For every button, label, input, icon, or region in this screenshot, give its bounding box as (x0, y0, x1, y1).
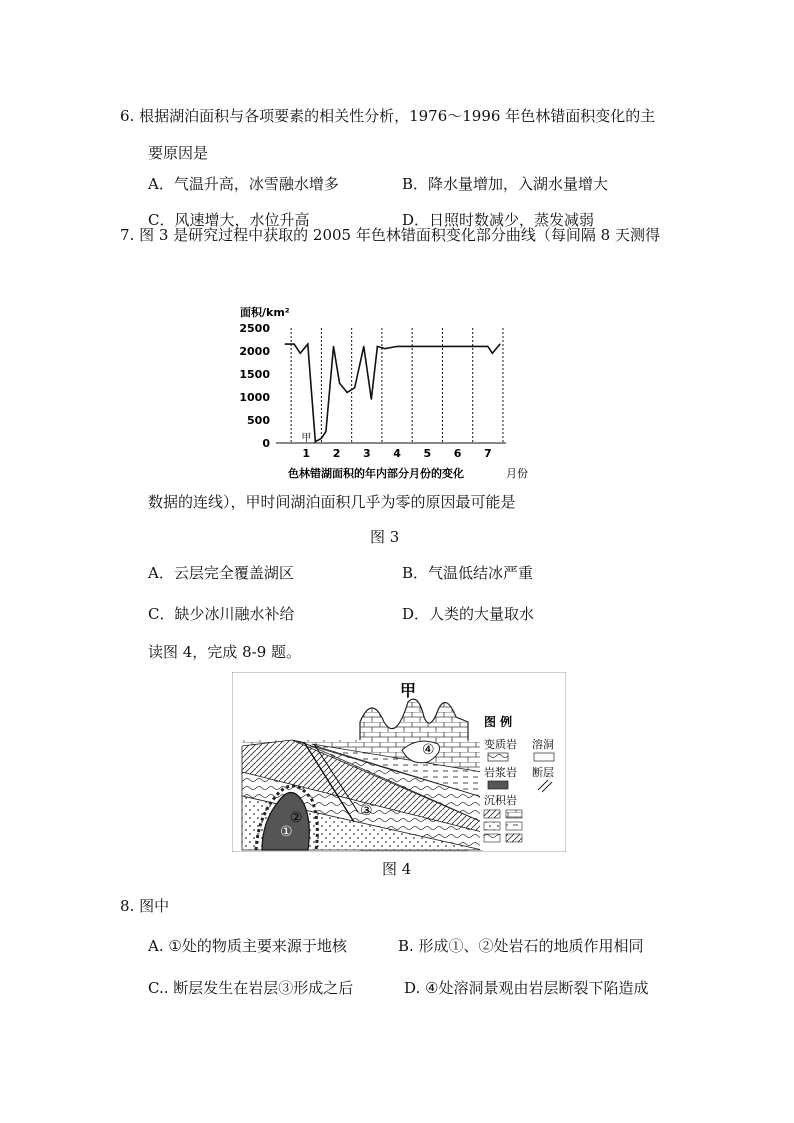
q8-stem: 8. 图中 (120, 897, 170, 915)
q8-option-c: C.. 断层发生在岩层③形成之后 (148, 979, 354, 997)
fig4-mark-2: ② (290, 810, 303, 826)
figure4-caption: 图 4 (382, 860, 412, 878)
legend-title: 图 例 (484, 715, 513, 729)
y-tick-label: 2500 (239, 322, 270, 335)
q7-option-a: A．云层完全覆盖湖区 (148, 564, 294, 582)
y-tick-label: 1500 (239, 368, 270, 381)
x-tick-label: 7 (484, 447, 492, 460)
figure3-chart (230, 302, 540, 482)
y-tick-label: 1000 (239, 391, 270, 404)
q6-stem-line1: 6. 根据湖泊面积与各项要素的相关性分析，1976～1996 年色林错面积变化的主 (120, 107, 656, 125)
chart-x-axis-label: 色林错湖面积的年内部分月份的变化 (288, 467, 464, 480)
q7-option-d: D．人类的大量取水 (402, 605, 535, 623)
x-tick-label: 5 (423, 447, 432, 460)
legend-igneous: 岩浆岩 (484, 766, 517, 779)
q6-stem-line2: 要原因是 (148, 144, 209, 162)
y-tick-label: 500 (247, 414, 270, 427)
x-tick-label: 1 (302, 447, 311, 460)
legend-fault: 断层 (532, 766, 554, 779)
q7-option-c: C．缺少冰川融水补给 (148, 605, 295, 623)
q6-option-b: B．降水量增加，入湖水量增大 (402, 175, 609, 193)
fig4-label-jia: 甲 (400, 681, 417, 700)
chart-x-unit-label: 月份 (506, 467, 528, 480)
q6-option-a: A．气温升高，冰雪融水增多 (148, 175, 339, 193)
figure4-geology-diagram (232, 672, 566, 852)
figure3-caption: 图 3 (370, 528, 400, 546)
fig4-mark-3: ③ (360, 803, 373, 819)
read-figure4-prompt: 读图 4，完成 8-9 题。 (148, 643, 302, 661)
fig4-mark-4: ④ (422, 742, 435, 758)
legend-metamorphic: 变质岩 (484, 738, 517, 751)
chart-area-line (285, 344, 500, 442)
y-tick-label: 2000 (239, 345, 270, 358)
x-tick-label: 2 (332, 447, 341, 460)
q8-option-b: B. 形成①、②处岩石的地质作用相同 (398, 937, 644, 955)
q7-stem-line2: 数据的连线），甲时间湖泊面积几乎为零的原因最可能是 (148, 493, 516, 511)
q8-option-d: D. ④处溶洞景观由岩层断裂下陷造成 (404, 979, 649, 997)
x-tick-label: 4 (393, 447, 401, 460)
x-tick-label: 3 (362, 447, 371, 460)
legend-sedimentary: 沉积岩 (484, 794, 517, 807)
chart-y-axis-label: 面积/km² (240, 306, 290, 319)
q7-option-b: B．气温低结冰严重 (402, 564, 534, 582)
chart-annotation-jia: 甲 (301, 433, 312, 444)
x-tick-label: 6 (453, 447, 462, 460)
q6-option-d: D．日照时数减少，蒸发减弱 (402, 211, 595, 229)
q6-option-c: C．风速增大，水位升高 (148, 211, 310, 229)
legend-cave: 溶洞 (532, 738, 554, 751)
fig4-mark-1: ① (280, 824, 293, 840)
q8-option-a: A. ①处的物质主要来源于地核 (148, 937, 347, 955)
y-tick-label: 0 (262, 437, 270, 450)
q7-stem-line1: 7. 图 3 是研究过程中获取的 2005 年色林错面积变化部分曲线（每间隔 8 天测得 (120, 226, 660, 244)
